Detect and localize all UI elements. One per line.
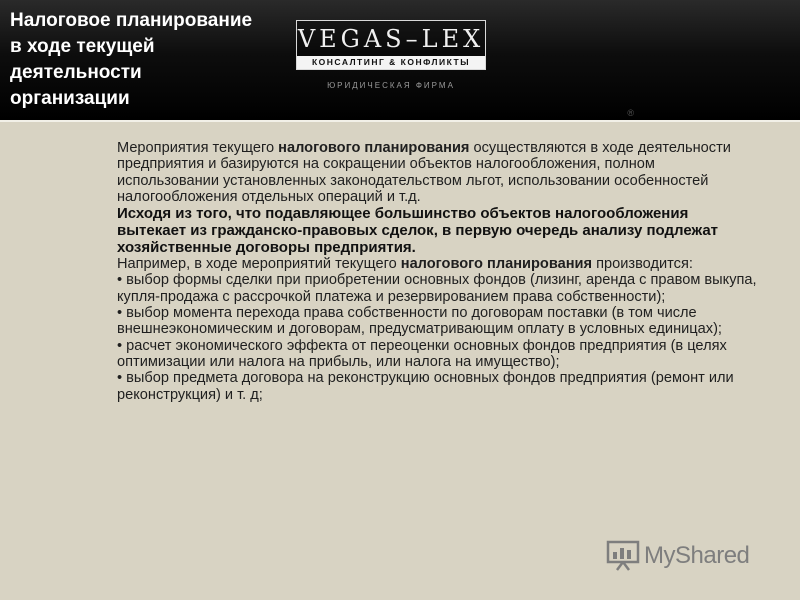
intro-emphasis: налогового планирования xyxy=(278,140,470,156)
slide-header xyxy=(0,0,800,122)
title-line-3: деятельности xyxy=(10,62,142,83)
title-line-4: организации xyxy=(10,88,130,109)
watermark-text: MyShared xyxy=(644,542,750,569)
slide-title xyxy=(10,8,285,112)
list-item: • выбор формы сделки при приобретении основных фондов (лизинг, аренда с правом выкупа, купля-продажа с рассрочкой платежа и резервированием права собственности); xyxy=(117,272,757,305)
intro-paragraph xyxy=(117,140,757,205)
logo-tagline: КОНСАЛТИНГ & КОНФЛИКТЫ xyxy=(297,56,485,69)
key-statement: Исходя из того, что подавляющее большинство объектов налогообложения вытекает из гражданско-правовых сделок, в первую очередь анализу подлежат хозяйственные договоры предприятия. xyxy=(117,205,719,257)
registered-mark: ® xyxy=(627,108,634,118)
example-intro xyxy=(117,256,757,272)
title-line-1: Налоговое планирование xyxy=(10,10,253,31)
list-item: • выбор предмета договора на реконструкцию основных фондов предприятия (ремонт или реконструкция) и т. д; xyxy=(117,370,734,403)
logo-name: VEGAS–LEX xyxy=(297,25,485,53)
list-item: • расчет экономического эффекта от переоценки основных фондов предприятия (в целях оптимизации или налога на прибыль, или налога на имущество); xyxy=(117,337,727,370)
myshared-watermark[interactable] xyxy=(606,538,766,572)
intro-text-start: Мероприятия текущего xyxy=(117,140,279,156)
intro-text-end: осуществляются в ходе деятельности предприятия и базируются на сокращении объектов налогообложения, полном использовании установленных законодательством льгот, использовании особенностей налогообложения отдельных операций и т.д. xyxy=(117,140,731,205)
logo-box xyxy=(296,20,486,70)
vegas-lex-logo xyxy=(296,20,486,90)
myshared-logo-icon xyxy=(606,538,642,572)
logo-subtitle: ЮРИДИЧЕСКАЯ ФИРМА xyxy=(327,81,455,90)
example-text-start: Например, в ходе мероприятий текущего xyxy=(117,256,401,273)
example-text-end: производится: xyxy=(592,256,693,273)
title-line-2: в ходе текущей xyxy=(10,36,155,57)
example-emphasis: налогового планирования xyxy=(400,256,593,273)
list-item: • выбор момента перехода права собственности по договорам поставки (в том числе внешнеэкономическим и договорам, предусматривающим оплату в условных единицах); xyxy=(117,305,722,338)
slide-body xyxy=(117,140,757,403)
